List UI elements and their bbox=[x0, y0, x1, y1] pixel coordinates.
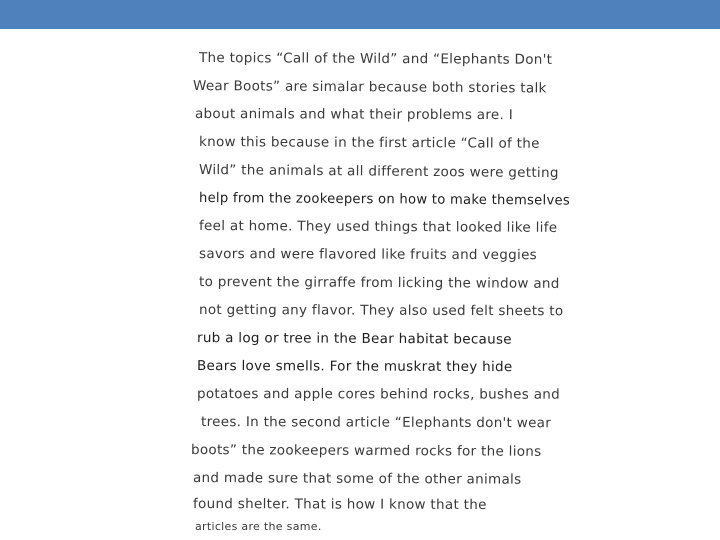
essay-line-13: potatoes and apple cores behind rocks, bushes and bbox=[196, 386, 561, 403]
essay-line-1: The topics “Call of the Wild” and “Elephants Don't bbox=[198, 50, 553, 68]
essay-line-9: to prevent the girraffe from licking the window and bbox=[198, 274, 560, 292]
essay-line-11: rub a log or tree in the Bear habitat because bbox=[196, 330, 512, 348]
essay-line-4: know this because in the first article “Call of the bbox=[198, 134, 540, 152]
essay-line-10: not getting any flavor. They also used felt sheets to bbox=[198, 302, 564, 320]
handwritten-essay bbox=[185, 40, 580, 535]
essay-line-12: Bears love smells. For the muskrat they hide bbox=[196, 358, 513, 376]
essay-line-14: trees. In the second article “Elephants don't wear bbox=[200, 414, 552, 432]
essay-line-15: boots” the zookeepers warmed rocks for the lions bbox=[190, 442, 542, 460]
essay-line-6: help from the zookeepers on how to make themselves bbox=[198, 190, 571, 209]
essay-line-3: about animals and what their problems are. I bbox=[194, 106, 514, 124]
essay-line-18: articles are the same. bbox=[195, 520, 322, 533]
essay-line-5: Wild” the animals at all different zoos were getting bbox=[198, 162, 559, 182]
title-banner bbox=[0, 0, 720, 29]
essay-line-7: feel at home. They used things that looked like life bbox=[198, 218, 558, 236]
essay-line-2: Wear Boots” are simalar because both stories talk bbox=[192, 78, 547, 97]
essay-line-8: savors and were flavored like fruits and veggies bbox=[198, 246, 538, 264]
essay-line-17: found shelter. That is how I know that the bbox=[192, 496, 487, 514]
essay-line-16: and made sure that some of the other animals bbox=[192, 470, 522, 488]
